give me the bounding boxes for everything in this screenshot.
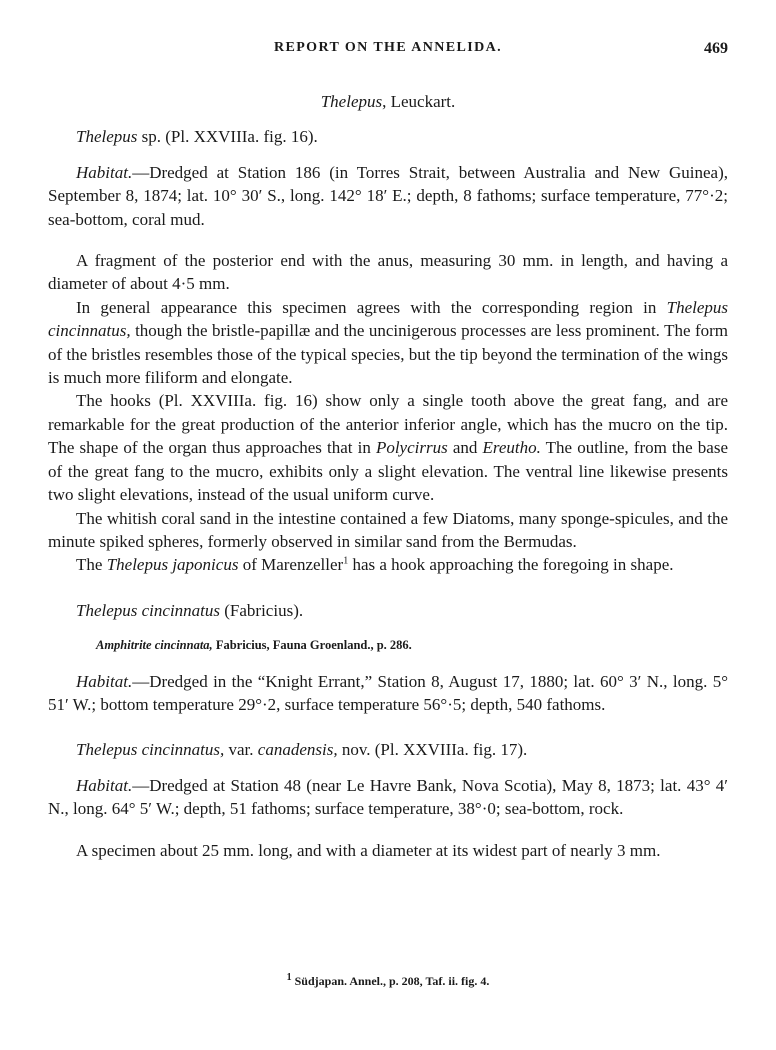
species-plate-ref: nov. (Pl. XXVIIIa. fig. 17). — [337, 740, 528, 760]
habitat-text: —Dredged at Station 48 (near Le Havre Bank, Nova Scotia), May 8, 1873; lat. 43° 4′ N., long. 64° 5′ W.; depth, 51 fathoms; surface temperature, 38°·0; sea-bottom, rock. — [48, 775, 728, 819]
italic-taxon: Ereutho. — [482, 438, 541, 458]
footnote-number: 1 — [286, 972, 292, 983]
footnote — [0, 974, 776, 989]
text-run: The outline, from the base of the great fang to the mucro, exhibits only a slight elevation. The ventral line likewise presents two slight elevations, instead of the usual uniform curve. — [48, 438, 729, 505]
text-run: of Marenzeller — [238, 555, 344, 575]
species-heading-thelepus-sp — [48, 125, 728, 148]
habitat-label: Habitat. — [76, 671, 133, 691]
habitat-text: —Dredged at Station 186 (in Torres Strait, between Australia and New Guinea), September 8, 1874; lat. 10° 30′ S., long. 142° 18′ E.; depth, 8 fathoms; surface temperature, 77°·2; sea-bottom, coral mud. — [48, 162, 728, 229]
page-header — [48, 40, 728, 68]
text-run: The hooks (Pl. XXVIIIa. fig. 16) show only a single tooth above the great fang, and are remarkable for the great production of the anterior inferior angle, which has the mucro on the tip. The shape of the organ thus approaches that in — [48, 391, 728, 458]
species-author: (Fabricius). — [220, 600, 304, 620]
text-run: In general appearance this specimen agrees with the corresponding region in — [76, 297, 667, 317]
paragraph-appearance — [48, 296, 728, 390]
text-run: var. — [224, 740, 258, 760]
species-name: Thelepus — [76, 127, 138, 147]
running-title: REPORT ON THE ANNELIDA. — [273, 40, 502, 55]
habitat-paragraph-3 — [48, 774, 728, 821]
species-name: Thelepus cincinnatus, — [76, 740, 225, 760]
genus-author: , Leuckart. — [382, 92, 456, 111]
genus-name: Thelepus — [320, 92, 383, 111]
text-run: has a hook approaching the foregoing in shape. — [348, 555, 674, 575]
footnote-marker: 1 — [343, 555, 349, 567]
text-run: and — [447, 438, 483, 458]
habitat-paragraph-2 — [48, 670, 728, 717]
habitat-label: Habitat. — [76, 162, 133, 182]
italic-taxon: Thelepus japonicus — [106, 555, 239, 575]
habitat-paragraph-1 — [48, 161, 728, 231]
synonymy-line — [48, 634, 728, 657]
italic-taxon: Polycirrus — [375, 438, 448, 458]
paragraph-coral-sand: The whitish coral sand in the intestine contained a few Diatoms, many sponge-spicules, and the minute spiked spheres, formerly observed in similar sand from the Bermudas. — [48, 508, 728, 551]
synonym-name: Amphitrite cincinnata, — [96, 638, 213, 653]
habitat-label: Habitat. — [76, 775, 133, 795]
genus-heading — [48, 90, 728, 113]
footnote-text: Südjapan. Annel., p. 208, Taf. ii. fig. 4. — [291, 974, 490, 988]
text-run: The — [76, 555, 107, 575]
paragraph-fragment: A fragment of the posterior end with the anus, measuring 30 mm. in length, and having a diameter of about 4·5 mm. — [48, 251, 728, 294]
species-name: Thelepus cincinnatus — [76, 600, 221, 620]
text-run: though the bristle-papillæ and the uncinigerous processes are less prominent. The form of the bristles resembles those of the typical species, but the tip beyond the termination of the wings is much more filiform and elongate. — [48, 321, 728, 388]
habitat-text: —Dredged in the “Knight Errant,” Station 8, August 17, 1880; lat. 60° 3′ N., long. 5° 51′ W.; bottom temperature 29°·2, surface temperature 56°·5; depth, 540 fathoms. — [48, 671, 728, 714]
variety-name: canadensis, — [257, 740, 338, 760]
paragraph-japonicus — [48, 553, 728, 576]
species-heading-cincinnatus — [48, 599, 728, 622]
species-heading-canadensis — [48, 738, 728, 761]
paragraph-specimen: A specimen about 25 mm. long, and with a diameter at its widest part of nearly 3 mm. — [76, 840, 661, 860]
synonym-reference: Fabricius, Fauna Groenland., p. 286. — [212, 638, 412, 653]
body-text — [48, 88, 728, 862]
species-plate-ref: sp. (Pl. XXVIIIa. fig. 16). — [137, 127, 318, 147]
page-number: 469 — [704, 40, 728, 57]
italic-taxon: Thelepus cincinnatus, — [48, 297, 728, 341]
paragraph-hooks — [48, 389, 728, 506]
